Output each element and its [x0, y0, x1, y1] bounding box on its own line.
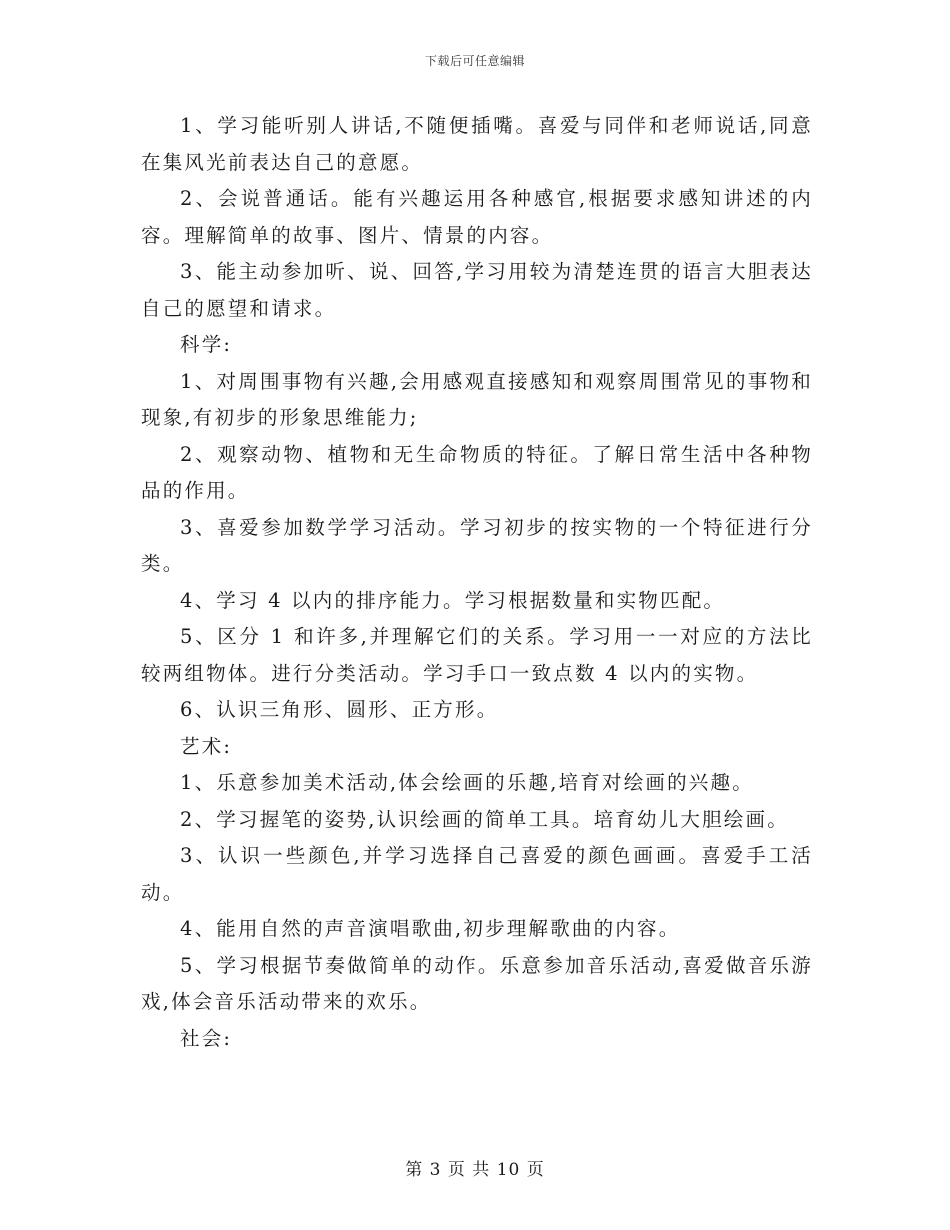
- society-heading: 社会:: [180, 1026, 233, 1050]
- science-goal-4: 4、学习 4 以内的排序能力。学习根据数量和实物匹配。: [180, 588, 726, 612]
- art-goal-2: 2、学习握笔的姿势,认识绘画的简单工具。培育幼儿大胆绘画。: [180, 807, 789, 831]
- art-heading: 艺术:: [180, 734, 233, 758]
- science-goal-6: 6、认识三角形、圆形、正方形。: [180, 698, 499, 721]
- science-goal-5: 5、区分 1 和许多,并理解它们的关系。学习用一一对应的方法比较两组物体。进行分类活动。学习手口一致点数 4 以内的实物。: [141, 625, 813, 685]
- art-goal-4: 4、能用自然的声音演唱歌曲,初步理解歌曲的内容。: [180, 917, 681, 940]
- document-body: [141, 108, 813, 1057]
- art-goal-1: 1、乐意参加美术活动,体会绘画的乐趣,培育对绘画的兴趣。: [180, 771, 754, 794]
- science-goal-3: 3、喜爱参加数学学习活动。学习初步的按实物的一个特征进行分类。: [141, 515, 813, 575]
- science-heading: 科学:: [180, 333, 233, 356]
- art-goal-3: 3、认识一些颜色,并学习选择自己喜爱的颜色画画。喜爱手工活动。: [141, 844, 813, 904]
- page-header: 下载后可任意编辑: [424, 54, 525, 68]
- language-goal-3: 3、能主动参加听、说、回答,学习用较为清楚连贯的语言大胆表达自己的愿望和请求。: [141, 260, 813, 320]
- science-goal-2: 2、观察动物、植物和无生命物质的特征。了解日常生活中各种物品的作用。: [141, 442, 813, 502]
- page-number: 第 3 页 共 10 页: [405, 1160, 545, 1180]
- art-goal-5: 5、学习根据节奏做简单的动作。乐意参加音乐活动,喜爱做音乐游戏,体会音乐活动带来的欢乐。: [141, 953, 813, 1013]
- page-footer: [0, 1155, 950, 1180]
- science-goal-1: 1、对周围事物有兴趣,会用感观直接感知和观察周围常见的事物和现象,有初步的形象思维能力;: [141, 369, 813, 429]
- language-goal-1: 1、学习能听别人讲话,不随便插嘴。喜爱与同伴和老师说话,同意在集风光前表达自己的意愿。: [141, 114, 813, 174]
- language-goal-2: 2、会说普通话。能有兴趣运用各种感官,根据要求感知讲述的内容。理解简单的故事、图片、情景的内容。: [141, 187, 813, 247]
